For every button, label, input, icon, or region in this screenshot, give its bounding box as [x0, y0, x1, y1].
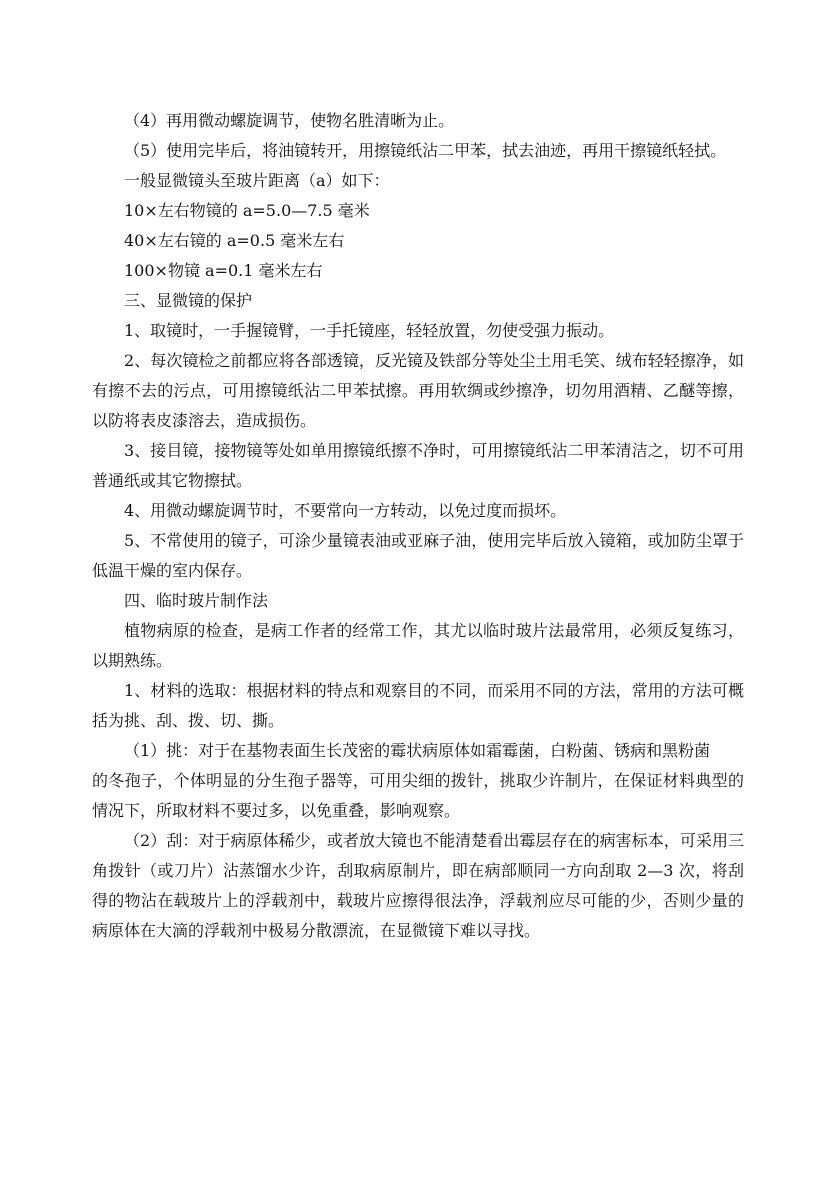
- document-page: [92, 106, 744, 946]
- paragraph-protection-4: 4、用微动螺旋调节时，不要常向一方转动，以免过度而损坏。: [124, 501, 567, 520]
- paragraph-distance-40x: 40×左右镜的 a=0.5 毫米左右: [124, 231, 345, 250]
- paragraph-protection-3: 3、接目镜，接物镜等处如单用擦镜纸擦不净时，可用擦镜纸沾二甲苯清洁之，切不可用普通纸或其它物擦拭。: [92, 441, 744, 490]
- paragraph-distance-10x: 10×左右物镜的 a=5.0—7.5 毫米: [124, 201, 370, 220]
- section-heading-temporary-slide: 四、临时玻片制作法: [124, 591, 269, 610]
- paragraph-protection-2: 2、每次镜检之前都应将各部透镜，反光镜及铁部分等处尘土用毛笑、绒布轻轻擦净，如有擦不去的污点，可用擦镜纸沾二甲苯拭擦。再用软绸或纱擦净，切勿用酒精、乙醚等擦，以防将表皮漆溶去，造成损伤。: [92, 351, 744, 430]
- paragraph-oil-lens-cleaning: （5）使用完毕后，将油镜转开，用擦镜纸沾二甲苯，拭去油迹，再用干擦镜纸轻拭。: [124, 141, 727, 160]
- section-heading-microscope-protection: 三、显微镜的保护: [124, 291, 253, 310]
- paragraph-protection-5: 5、不常使用的镜子，可涂少量镜表油或亚麻子油，使用完毕后放入镜箱，或加防尘罩于低温干燥的室内保存。: [92, 531, 744, 580]
- paragraph-method-scrape: （2）刮：对于病原体稀少，或者放大镜也不能清楚看出霉层存在的病害标本，可采用三角拨针（或刀片）沾蒸馏水少许，刮取病原制片，即在病部顺同一方向刮取 2—3 次，将刮得的物沾在载玻片上的浮载剂中，载玻片应擦得很法净，浮载剂应尽可能的少，否则少量的病原体在大滴的浮载剂中极易分散漂流，在显微镜下难以寻找。: [92, 831, 744, 940]
- paragraph-method-pick: （1）挑：对于在基物表面生长茂密的霉状病原体如霜霉菌，白粉菌、锈病和黑粉菌: [124, 741, 711, 760]
- paragraph-protection-1: 1、取镜时，一手握镜臂，一手托镜座，轻轻放置，勿使受强力振动。: [124, 321, 615, 340]
- paragraph-oil-lens-fine-focus: （4）再用微动螺旋调节，使物名胜清晰为止。: [124, 111, 455, 130]
- paragraph-distance-100x: 100×物镜 a=0.1 毫米左右: [124, 261, 323, 280]
- paragraph-method-pick-continued: 的冬孢子，个体明显的分生孢子器等，可用尖细的拨针，挑取少许制片，在保证材料典型的情况下，所取材料不要过多，以免重叠，影响观察。: [92, 771, 744, 820]
- paragraph-material-selection: 1、材料的选取：根据材料的特点和观察目的不同，而采用不同的方法，常用的方法可概括为挑、刮、拨、切、撕。: [92, 681, 744, 730]
- paragraph-working-distance-intro: 一般显微镜头至玻片距离（a）如下：: [124, 171, 390, 190]
- paragraph-pathogen-inspection: 植物病原的检查，是病工作者的经常工作，其尤以临时玻片法最常用，必须反复练习，以期熟练。: [92, 621, 744, 670]
